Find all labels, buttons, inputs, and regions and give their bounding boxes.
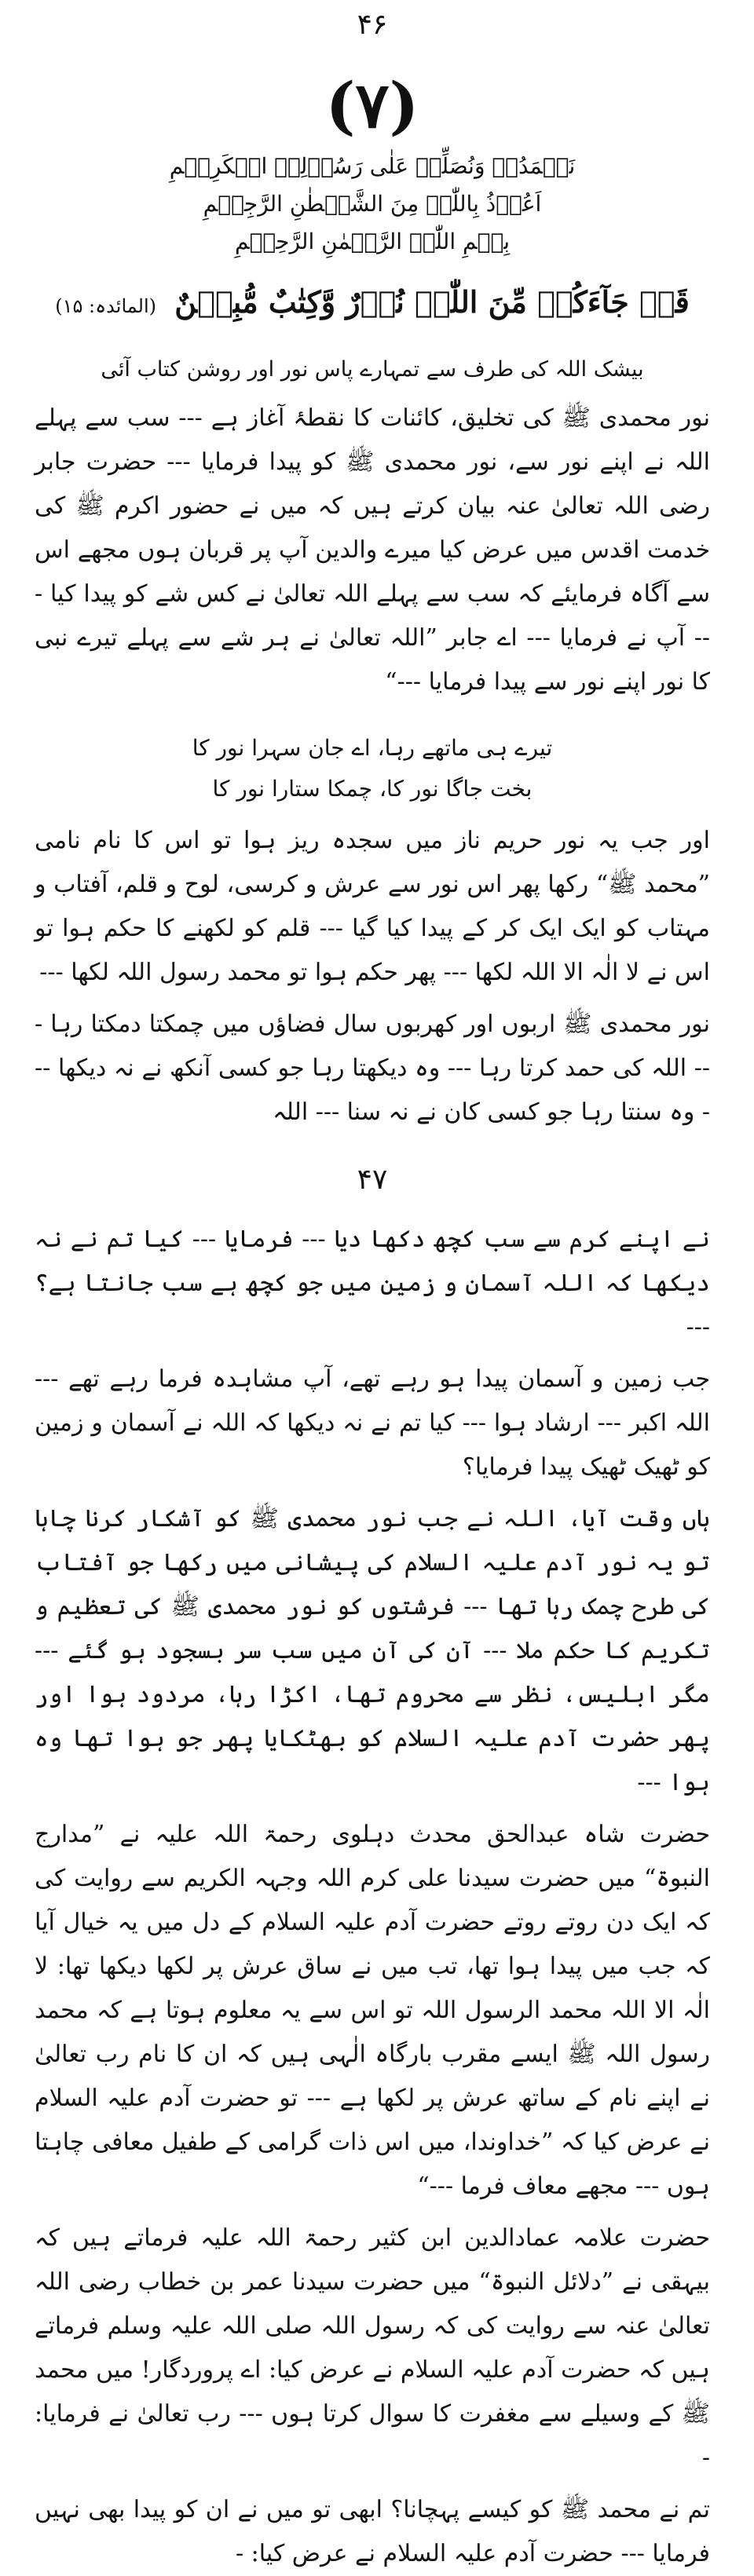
body-paragraph: حضرت شاہ عبدالحق محدث دہلوی رحمۃ اللہ علیہ نے ”مدارج النبوۃ“ میں حضرت سیدنا علی کرم اللہ وجہہ الکریم سے روایت کی کہ ایک دن روتے روتے حضرت آدم علیہ السلام کے دل میں یہ خیال آیا کہ جب میں پیدا ہوا تھا، تب میں نے ساق عرش پر لکھا دیکھا تھا: لا الٰہ الا اللہ محمد الرسول اللہ تو اس سے یہ معلوم ہوتا ہے کہ محمد رسول اللہ ﷺ ایسے مقرب بارگاہ الٰہی ہیں کہ ان کا نام رب تعالیٰ نے اپنے نام کے ساتھ عرش پر لکھا ہے --- تو حضرت آدم علیہ السلام نے عرض کیا کہ ”خداوندا، میں اس ذات گرامی کے طفیل معافی چاہتا ہوں --- مجھے معاف فرما ---“ — [35, 1821, 710, 2200]
body-paragraph: نور محمدی ﷺ کی تخلیق، کائنات کا نقطۂ آغاز ہے --- سب سے پہلے اللہ نے اپنے نور سے، نور محمدی ﷺ کو پیدا فرمایا --- حضرت جابر رضی اللہ تعالیٰ عنہ بیان کرتے ہیں کہ میں نے حضور اکرم ﷺ کی خدمت اقدس میں عرض کیا میرے والدین آپ پر قربان ہوں مجھے اس سے آگاہ فرمایئے کہ سب سے پہلے اللہ تعالیٰ نے کس شے کو پیدا کیا --- آپ نے فرمایا --- اے جابر ”اللہ تعالیٰ نے ہر شے سے پہلے تیرے نبی کا نور اپنے نور سے پیدا فرمایا ---“ — [35, 404, 710, 696]
chapter-number: (۷) — [325, 68, 419, 142]
invocation-line: بِسۡمِ اللّٰہِ الرَّحۡمٰنِ الرَّحِیۡمِ — [234, 228, 511, 254]
page-number-second: ۴۷ — [357, 1164, 388, 1196]
body-paragraph: حضرت علامہ عمادالدین ابن کثیر رحمۃ اللہ علیہ فرماتے ہیں کہ بیہقی نے ”دلائل النبوۃ“ میں حضرت سیدنا عمر بن خطاب رضی اللہ تعالیٰ عنہ سے روایت کی کہ رسول اللہ صلی اللہ علیہ وسلم فرماتے ہیں کہ حضرت آدم علیہ السلام نے عرض کیا: اے پروردگار! میں محمد ﷺ کے وسیلے سے مغفرت کا سوال کرتا ہوں --- رب تعالیٰ نے فرمایا: - — [35, 2224, 710, 2472]
verse-text: قَدۡ جَآءَکُمۡ مِّنَ اللّٰہِ نُوۡرٌ وَّکِتٰبٌ مُّبِیۡنٌ — [174, 284, 690, 320]
poem-couplet — [35, 728, 710, 809]
invocation-line: نَحۡمَدُہٗ وَنُصَلِّیۡ عَلٰی رَسُوۡلِہِ الۡکَرِیۡمِ — [169, 153, 576, 179]
verse-translation: بیشک اللہ کی طرف سے تمہارے پاس نور اور روشن کتاب آئی — [101, 357, 644, 382]
body-paragraph: نور محمدی ﷺ اربوں اور کھربوں سال فضاؤں میں چمکتا دمکتا رہا --- اللہ کی حمد کرتا رہا --- وہ دیکھتا رہا جو کسی آنکھ نے نہ دیکھا --- وہ سنتا رہا جو کسی کان نے نہ سنا --- اللہ — [35, 1010, 710, 1126]
body-paragraph: ہاں وقت آیا، اللہ نے جب نور محمدی ﷺ کو آشکار کرنا چاہا تو یہ نور آدم علیہ السلام کی پیشانی میں رکھا جو آفتاب کی طرح چمک رہا تھا --- فرشتوں کو نور محمدی ﷺ کی تعظیم و تکریم کا حکم ملا --- آن کی آن میں سب سر بسجود ہو گئے --- مگر ابلیس، نظر سے محروم تھا، اکڑا رہا، مردود ہوا اور پھر حضرت آدم علیہ السلام کو بھٹکایا پھر جو ہوا تھا وہ ہوا --- — [35, 1505, 710, 1796]
poem-line: تیرے ہی ماتھے رہا، اے جان سہرا نور کا — [192, 735, 553, 761]
verse-reference: (المائدہ: ۱۵) — [55, 295, 156, 317]
body-paragraph: تم نے محمد ﷺ کو کیسے پہچانا؟ ابھی تو میں نے ان کو پیدا بھی نہیں فرمایا --- حضرت آدم علیہ السلام نے عرض کیا: - — [35, 2496, 710, 2567]
body-paragraph: جب زمین و آسمان پیدا ہو رہے تھے، آپ مشاہدہ فرما رہے تھے --- اللہ اکبر --- ارشاد ہوا --- کیا تم نے نہ دیکھا کہ اللہ نے آسمان و زمین کو ٹھیک ٹھیک پیدا فرمایا؟ — [35, 1365, 710, 1481]
invocation-line: اَعُوۡذُ بِاللّٰہِ مِنَ الشَّیۡطٰنِ الرَّجِیۡمِ — [203, 191, 542, 217]
body-paragraph: اور جب یہ نور حریم ناز میں سجدہ ریز ہوا تو اس کا نام نامی ”محمد ﷺ“ رکھا پھر اس نور سے عرش و کرسی، لوح و قلم، آفتاب و مہتاب کو ایک ایک کر کے پیدا کیا گیا --- قلم کو لکھنے کا حکم ہوا تو اس نے لا الٰہ الا اللہ لکھا --- پھر حکم ہوا تو محمد رسول اللہ لکھا --- — [35, 827, 710, 986]
invocation-block — [35, 148, 710, 261]
body-paragraph: نے اپنے کرم سے سب کچھ دکھا دیا --- فرمایا --- کیا تم نے نہ دیکھا کہ اللہ آسمان و زمین میں جو کچھ ہے سب جانتا ہے؟ --- — [35, 1226, 710, 1341]
page-number-top: ۴۶ — [357, 9, 388, 41]
poem-line: بخت جاگا نور کا، چمکا ستارا نور کا — [212, 776, 533, 802]
quran-verse — [35, 275, 710, 334]
